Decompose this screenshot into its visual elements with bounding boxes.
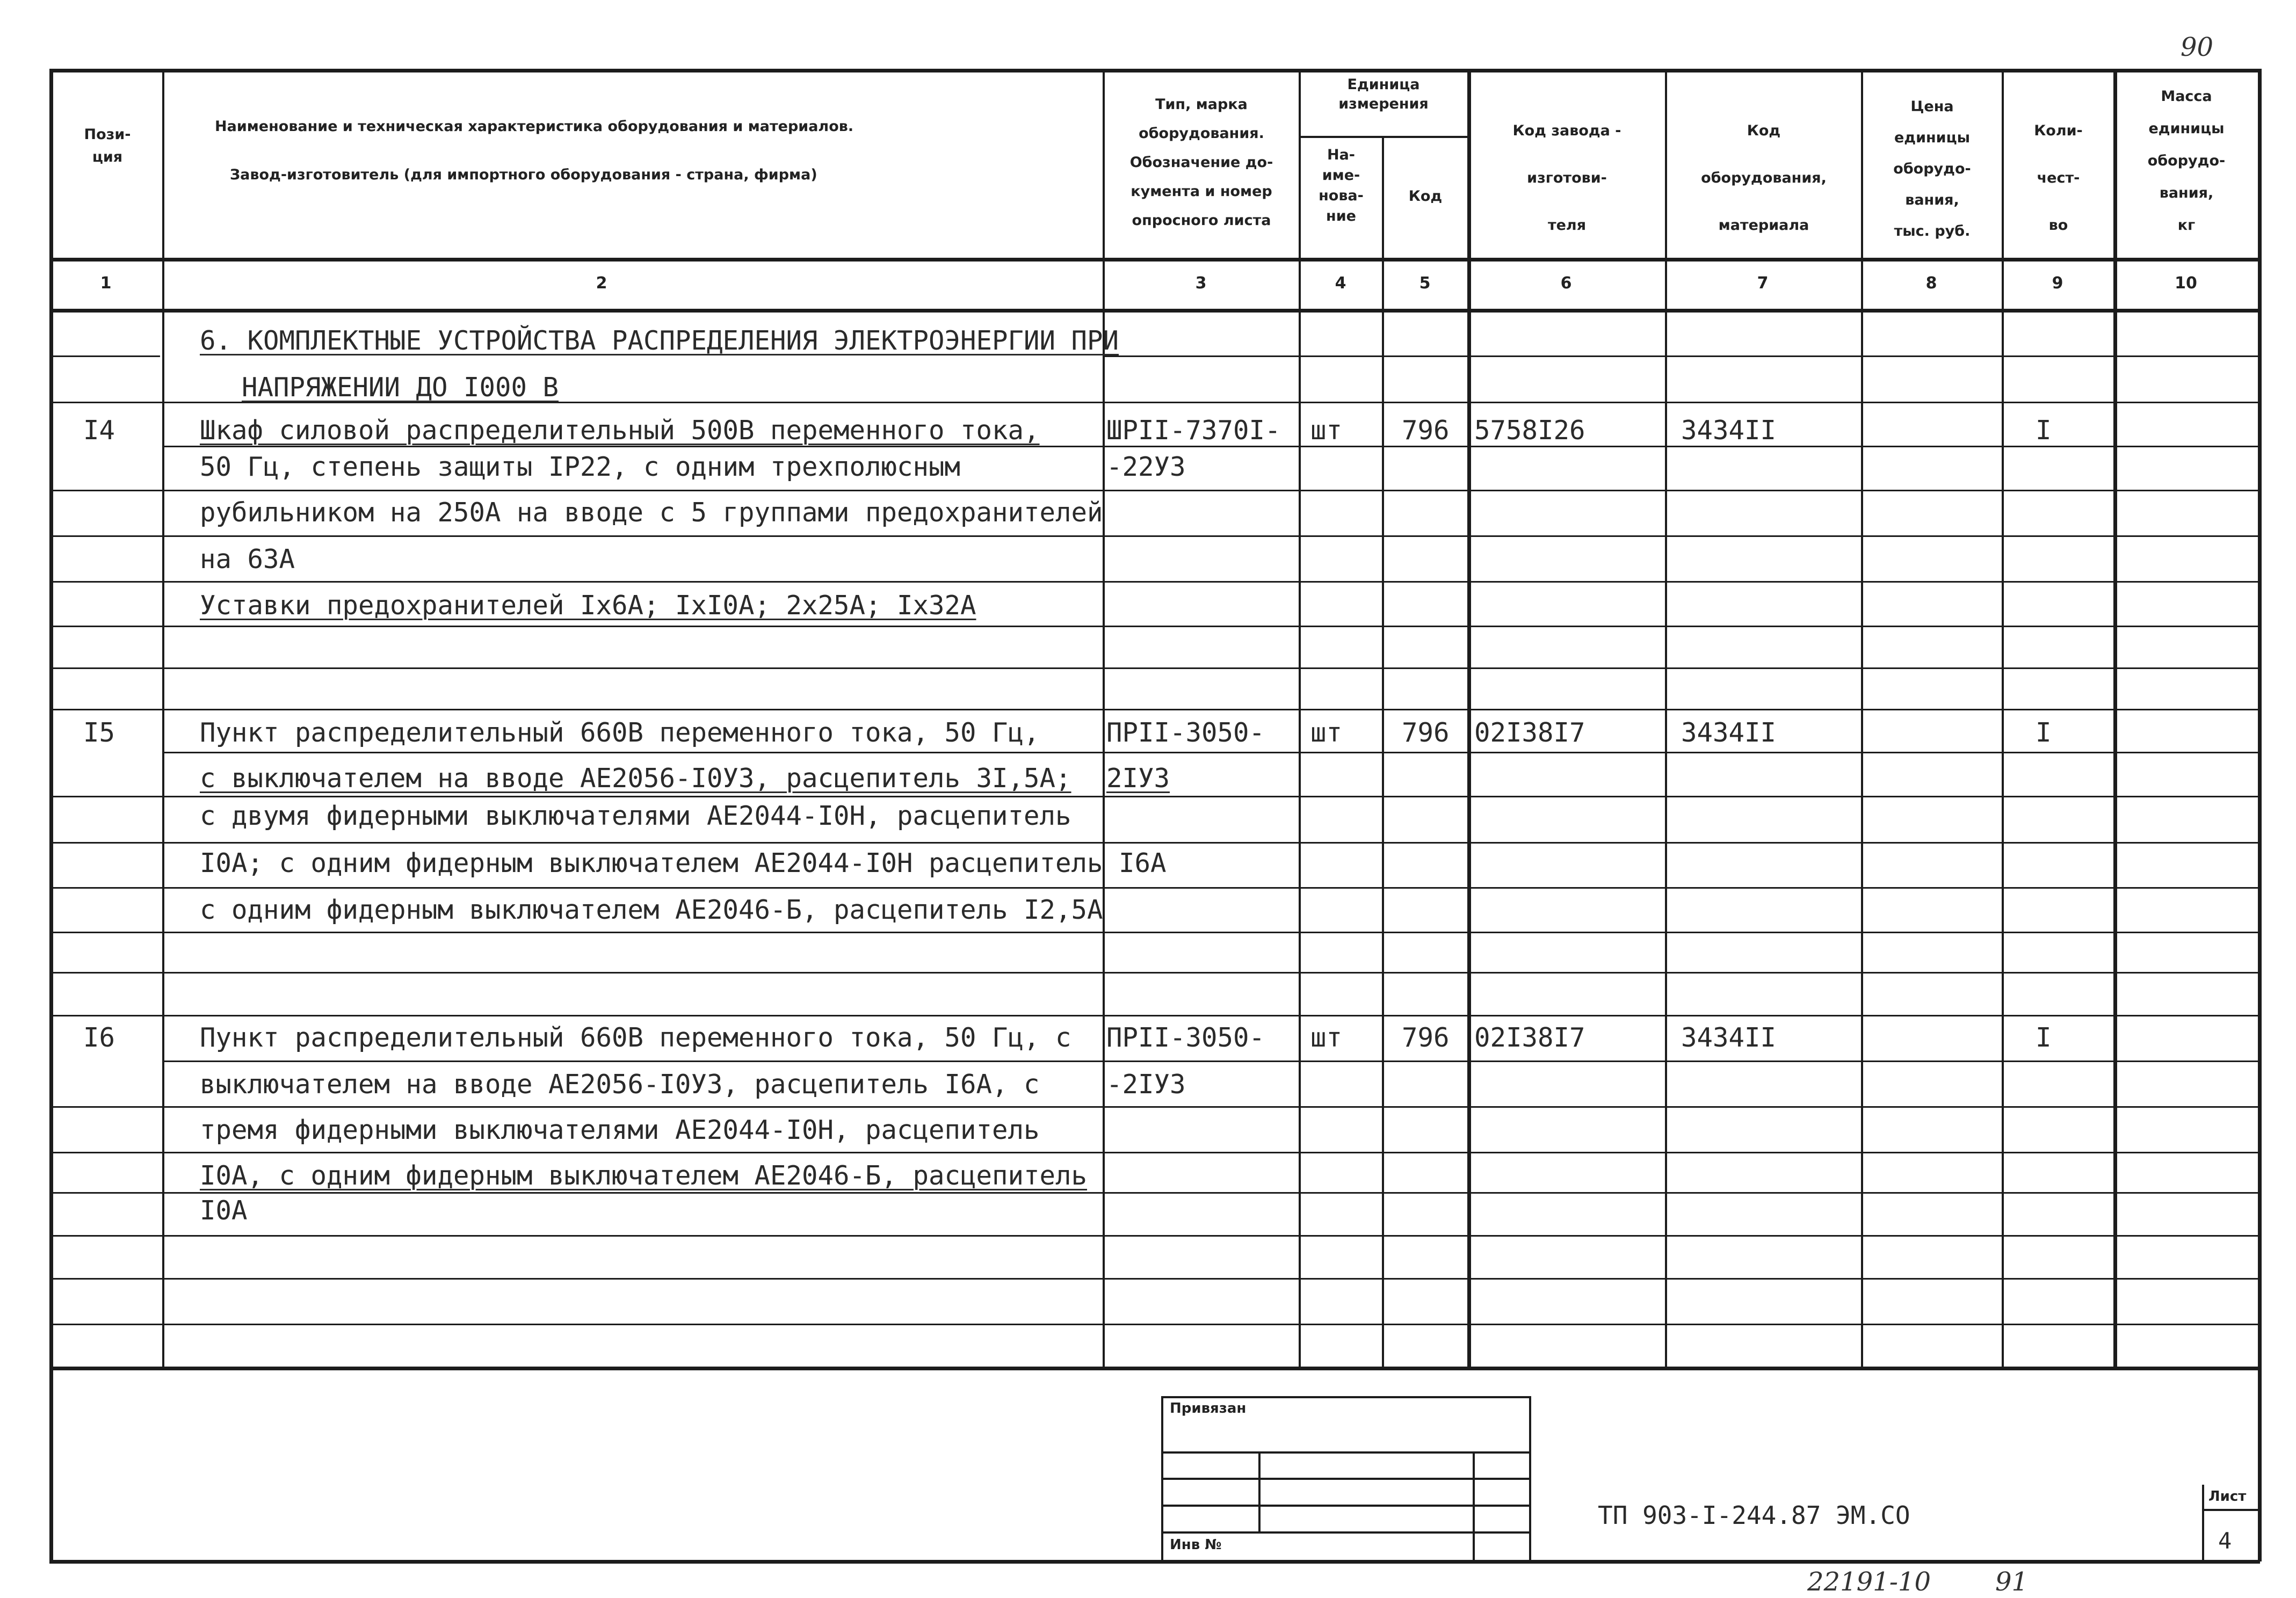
inventory-number-label: Инв № bbox=[1170, 1537, 1222, 1553]
header-type: Тип, марка оборудования. Обозначение до- кумента и номер опросного листа bbox=[1129, 96, 1273, 229]
section-title-line1: 6. КОМПЛЕКТНЫЕ УСТРОЙСТВА РАСПРЕДЕЛЕНИЯ ЭЛЕКТРОЭНЕРГИИ ПРИ bbox=[200, 325, 1119, 356]
item-type-line: ПРII-3050- bbox=[1106, 1022, 1265, 1053]
item-unit: шт bbox=[1310, 717, 1343, 748]
item-position: I6 bbox=[83, 1022, 115, 1053]
item-description-line: Шкаф силовой распределительный 500В переменного тока, bbox=[200, 415, 1040, 446]
item-unit-code: 796 bbox=[1402, 1022, 1450, 1053]
item-maker-code: 5758I26 bbox=[1474, 415, 1585, 446]
handwritten-note: 22191-10 bbox=[1807, 1567, 1931, 1597]
item-position: I5 bbox=[83, 717, 115, 748]
item-quantity: I bbox=[2036, 717, 2052, 748]
header-name-line1: Наименование и техническая характеристика оборудования и материалов. bbox=[215, 118, 854, 135]
header-unit-name: На- име- нова- ние bbox=[1319, 147, 1364, 224]
col-number-6: 6 bbox=[1560, 274, 1572, 293]
item-equip-code: 3434II bbox=[1681, 1022, 1777, 1053]
col-number-7: 7 bbox=[1757, 274, 1769, 293]
item-unit: шт bbox=[1310, 1022, 1343, 1053]
item-description-line: рубильником на 250А на вводе с 5 группами предохранителей bbox=[200, 497, 1103, 528]
item-description-line: I0А, с одним фидерным выключателем АЕ2046-Б, расцепитель bbox=[200, 1160, 1088, 1191]
item-type-line: ПРII-3050- bbox=[1106, 717, 1265, 748]
col-number-9: 9 bbox=[2052, 274, 2063, 293]
header-quantity: Коли- чест- во bbox=[2034, 122, 2083, 234]
col-number-5: 5 bbox=[1419, 274, 1431, 293]
item-quantity: I bbox=[2036, 415, 2052, 446]
header-name-line2: Завод-изготовитель (для импортного оборудования - страна, фирма) bbox=[230, 166, 817, 183]
item-description-line: I0А bbox=[200, 1195, 248, 1226]
item-maker-code: 02I38I7 bbox=[1474, 1022, 1585, 1053]
col-number-8: 8 bbox=[1925, 274, 1937, 293]
header-position: Пози- ция bbox=[84, 126, 131, 165]
item-quantity: I bbox=[2036, 1022, 2052, 1053]
item-description-line: Пункт распределительный 660В переменного тока, 50 Гц, с bbox=[200, 1022, 1071, 1053]
col-number-1: 1 bbox=[100, 274, 112, 293]
section-title-line2: НАПРЯЖЕНИИ ДО I000 В bbox=[242, 372, 559, 403]
item-description-line: на 63А bbox=[200, 544, 295, 575]
item-maker-code: 02I38I7 bbox=[1474, 717, 1585, 748]
item-type-line: -22УЗ bbox=[1106, 452, 1186, 482]
item-description-line: с двумя фидерными выключателями АЕ2044-I0Н, расцепитель bbox=[200, 801, 1071, 831]
header-unit-group: Единица измерения bbox=[1338, 76, 1429, 112]
item-description-line: Пункт распределительный 660В переменного тока, 50 Гц, bbox=[200, 717, 1040, 748]
header-mass: Масса единицы оборудо- вания, кг bbox=[2147, 88, 2226, 234]
header-equip-code: Код оборудования, материала bbox=[1701, 122, 1827, 234]
item-description-line: 50 Гц, степень защиты IP22, с одним трехполюсным bbox=[200, 452, 961, 482]
sheet-label: Лист bbox=[2208, 1488, 2247, 1505]
col-number-3: 3 bbox=[1195, 274, 1207, 293]
item-unit: шт bbox=[1310, 415, 1343, 446]
item-unit-code: 796 bbox=[1402, 415, 1450, 446]
document-code: ТП 903-I-244.87 ЭМ.СО bbox=[1598, 1501, 1910, 1530]
item-equip-code: 3434II bbox=[1681, 415, 1777, 446]
header-unit-code: Код bbox=[1408, 188, 1443, 205]
item-position: I4 bbox=[83, 415, 115, 446]
item-description-line: выключателем на вводе АЕ2056-I0УЗ, расцепитель I6А, с bbox=[200, 1069, 1040, 1100]
header-maker-code: Код завода - изготови- теля bbox=[1512, 122, 1621, 234]
item-description-line: с одним фидерным выключателем АЕ2046-Б, расцепитель I2,5А bbox=[200, 895, 1103, 925]
item-description-line: тремя фидерными выключателями АЕ2044-I0Н, расцепитель bbox=[200, 1115, 1040, 1145]
col-number-2: 2 bbox=[596, 274, 607, 293]
item-equip-code: 3434II bbox=[1681, 717, 1777, 748]
item-description-line: Уставки предохранителей Iх6А; IхI0А; 2х25А; Iх32А bbox=[200, 590, 976, 621]
sheet-number-top: 90 bbox=[2181, 32, 2214, 62]
attached-label: Привязан bbox=[1170, 1400, 1247, 1417]
header-price: Цена единицы оборудо- вания, тыс. руб. bbox=[1893, 98, 1971, 239]
item-description-line: I0А; с одним фидерным выключателем АЕ2044-I0Н расцепитель I6А bbox=[200, 848, 1167, 878]
item-type-line: 2IУЗ bbox=[1106, 763, 1170, 794]
sheet-number: 4 bbox=[2218, 1528, 2232, 1554]
handwritten-note-2: 91 bbox=[1995, 1567, 2029, 1597]
item-type-line: -2IУЗ bbox=[1106, 1069, 1186, 1100]
item-unit-code: 796 bbox=[1402, 717, 1450, 748]
item-type-line: ШРII-7370I- bbox=[1106, 415, 1281, 446]
col-number-4: 4 bbox=[1335, 274, 1346, 293]
item-description-line: с выключателем на вводе АЕ2056-I0УЗ, расцепитель 3I,5А; bbox=[200, 763, 1071, 794]
col-number-10: 10 bbox=[2175, 274, 2197, 293]
